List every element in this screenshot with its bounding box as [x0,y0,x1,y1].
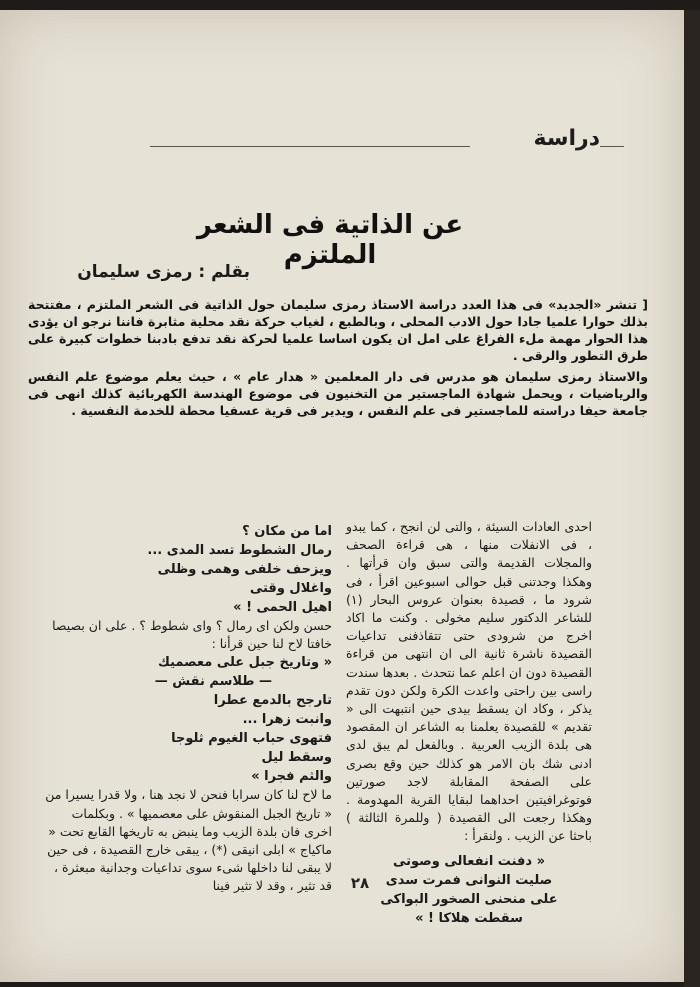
body-paragraph: حسن ولكن اى رمال ؟ واى شطوط ؟ . على ان بصيصا خافتا لاح لنا حين قرأنا : [52,618,332,652]
right-column [346,518,592,928]
intro-paragraph: والاستاذ رمزى سليمان هو مدرس فى دار المعلمين « هدار عام » ، حيث يعلم موضوع علم النفس والرياضيات ، ويحمل شهادة الماجستير من التخنيون فى موضوع الهندسة الكهربائية كذلك انهى فى جامعة حيفا دراسته للماجستير فى علم النفس ، ويدير فى قرية عسفيا محطة للخدمة النفسية . [28,369,648,418]
intro-paragraph: [ تنشر «الجديد» فى هذا العدد دراسة الاستاذ رمزى سليمان حول الذاتية فى الشعر الملتزم ، مفتتحة بذلك حوارا علميا جادا حول الادب المحلى ، وبالطبع ، لغياب حركة نقد محلية مثابرة فاننا نرجو ان يؤدى هذا الحوار مهمة ملء الفراغ على امل ان يكون اساسا علميا لحركة نقد تدفع بادبنا خطوات كبيرة على طرق التطور والرقى . [28,297,648,363]
editorial-intro [28,296,648,423]
left-column [40,522,332,896]
verse-line: — طلاسم نقش — [154,674,272,690]
verse-line: « دفنت انفعالى وصوتى [392,853,545,869]
header-rule-right [600,146,624,147]
verse-line: تارجح بالدمع عطرا [213,693,332,709]
verse-line: على منحنى الصخور البواكى [380,891,558,907]
verse-line: وانبت زهرا ... [242,712,332,728]
verse-line: واغلال وقتى [249,581,332,596]
verse-line: والثم فجرا » [251,769,332,785]
byline: بقلم : رمزى سليمان [77,262,250,282]
article-title: عن الذاتية فى الشعر الملتزم [196,210,464,270]
verse-line: رمال الشطوط تسد المدى ... [147,543,332,558]
verse-line: اهيل الحمى ! » [233,600,332,615]
body-paragraph: احدى العادات السيئة ، والتى لن انجح ، كما يبدو ، فى الانفلات منها ، هى قراءة الصحف والمجلات القديمة والتى سبق وان قرأتها . وهكذا وجدتنى قبل حوالى اسبوعين اقرأ ، فى شرود ما ، قصيدة بعنوان عروس البحار (١) للشاعر الدكتور سليم مخولى . وكنت ما اكاد اخرج من شرودى حتى تتقاذفنى تداعيات القصيدة ناشرة ثانية الى ان انتهى من قراءة القصيدة دون ان اعلم عما نتحدث . بعدها سندت راسى بين راحتى واعدت الكرة ولكن دون تقدم يذكر ، وكاد ان يسقط بيدى حين انتبهت الى « تقديم » للقصيدة يعلمنا به الشاعر ان المقصود هى بلدة الزيب العربية . وبالفعل لم يبق لدى ادنى شك بان الامر هو كذلك حين وقع بصرى على الصفحة المقابلة لاجد صورتين فوتوغرافيتين احداهما لبقايا القرية المهدومة . وهكذا رجعت الى القصيدة ( وللمرة الثالثة ) باحثا عن الزيب . ولنقرأ : [346,519,592,844]
verse-line: اما من مكان ؟ [242,524,332,539]
verse-line: سقطت هلاكا ! » [415,910,523,926]
verse-line: فتهوى حباب الغيوم ثلوجا [171,731,332,747]
page-edge [684,10,700,987]
verse-line: وسقط ليل [261,750,332,766]
verse-line: « وتاريخ جبل على معصميك [157,655,332,671]
verse-line: ويزحف خلفى وهمى وظلى [157,562,332,577]
section-label: دراسة [533,126,600,151]
body-paragraph: ما لاح لنا كان سرابا فنحن لا نجد هنا ، ولا قدرا يسيرا من « تاريخ الجبل المنقوش على معصميها » . وبكلمات اخرى فان بلدة الزيب وما ينبض به تاريخها القابع تحت « ماكياج » ابلى انيقى (*) ، يبقى خارج القصيدة ، فى حين لا يبقى لنا داخلها شىء سوى تداعيات وجدانية مبعثرة ، قد تثير ، وقد لا تثير فينا [45,787,332,894]
page-number: ٢٨ [350,874,370,892]
verse-line: صليت النوانى فمرت سدى [385,872,553,888]
header-rule-left [150,146,470,147]
